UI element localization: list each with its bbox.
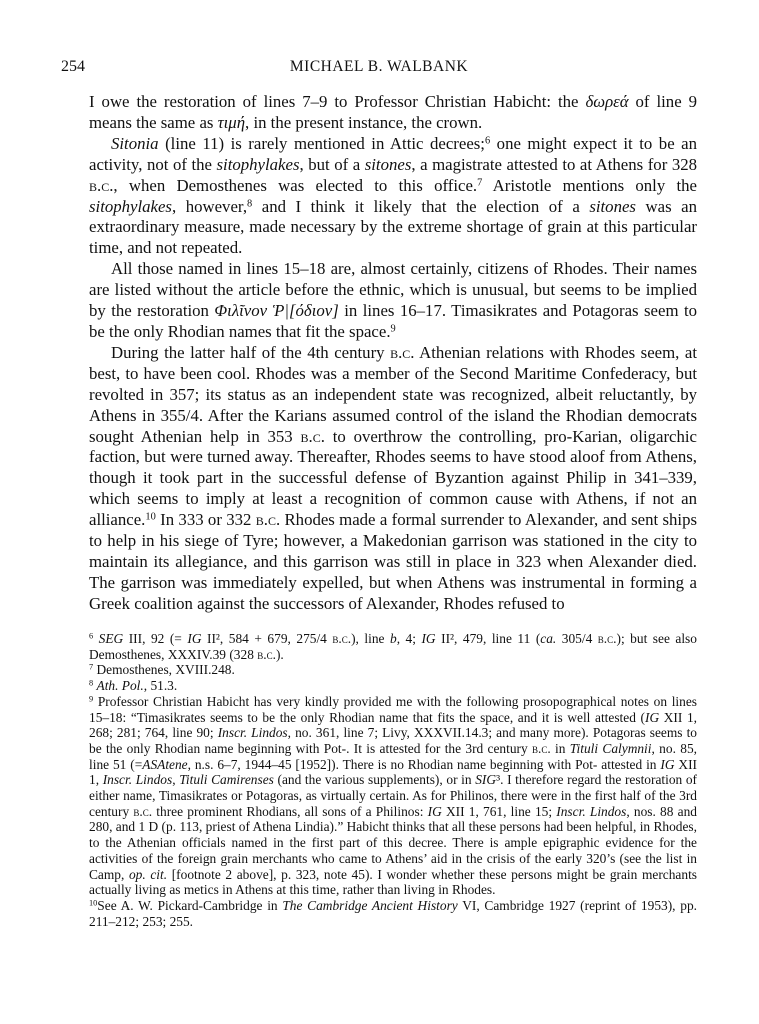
- italic-term: Sitonia: [111, 133, 159, 153]
- footnote-ref-7[interactable]: 7: [477, 176, 483, 188]
- paragraph-1: [89, 92, 697, 134]
- footnote-6: [89, 631, 697, 662]
- text: to overthrow the controlling, pro-Karian, oligarchic faction, but were turned away. Thereafter, Rhodes seems to have stood aloof from Athens, though it took part in the successful defense of Byzantion against Philip in 341–339, which seems to imply at least a recognition of common cause with Athens, if not an alliance.: [89, 426, 698, 530]
- italic-term: Tituli Camirenses: [179, 772, 274, 788]
- text: VI, Cambridge 1927 (reprint of 1953), pp. 211–212; 253; 255.: [89, 897, 697, 929]
- text: Aristotle mentions only the: [482, 175, 697, 195]
- era-abbrev: b.c.: [332, 631, 352, 646]
- text: three prominent Rhodians, all sons of a Philinos:: [152, 803, 428, 819]
- footnote-ref-8[interactable]: 8: [247, 197, 253, 209]
- text: In 333 or 332: [155, 510, 256, 530]
- italic-term: sitophylakes: [216, 154, 300, 174]
- text: I owe the restoration of lines 7–9 to Professor Christian Habicht: the: [89, 92, 586, 111]
- era-abbrev: b.c.: [532, 740, 551, 756]
- italic-term: SEG: [98, 631, 124, 646]
- era-abbrev: b.c.: [89, 175, 114, 195]
- text: Professor Christian Habicht has very kindly provided me with the following prosopographical notes on lines 15–18: “Timasikrates seems to be the only Rhodian name that fits the space, and it is well attested (: [89, 693, 697, 725]
- footnote-ref-6[interactable]: 6: [484, 135, 491, 147]
- footnote-ref-9[interactable]: 9: [390, 323, 396, 335]
- text: ); but see also Demosthenes, XXXIV.39 (328: [89, 631, 697, 662]
- text: All those named in lines 15–18 are, almost certainly, citizens of Rhodes. Their names are listed without the article before the ethnic, which is unusual, but seems to be implied by the restoration: [89, 259, 697, 321]
- greek-text: τιμή: [217, 112, 246, 132]
- footnote-number: 9: [89, 694, 94, 704]
- italic-term: IG: [644, 709, 660, 725]
- italic-term: ASAtene: [142, 756, 188, 772]
- text: (and the various supplements), or in: [273, 772, 476, 788]
- text: II², 584 + 679, 275/4: [201, 631, 333, 646]
- era-abbrev: b.c.: [300, 426, 325, 446]
- text: in lines 16–17. Timasikrates and Potagoras seem to be the only Rhodian names that fit the space.: [89, 301, 698, 341]
- italic-term: The Cambridge Ancient History: [282, 897, 458, 913]
- italic-term: Tituli Calymnii: [569, 740, 652, 756]
- text: II², 479, line 11 (: [435, 631, 541, 646]
- text: one might expect it to be an activity, not of the: [89, 133, 697, 174]
- italic-term: Ath. Pol.: [96, 678, 144, 694]
- text: , no. 85, line 51 (=: [89, 740, 697, 772]
- italic-term: Inscr. Lindos: [556, 803, 627, 819]
- text: , n.s. 6–7, 1944–45 [1952]). There is no Rhodian name beginning with Pot- attested in: [187, 756, 661, 772]
- text: Athenian relations with Rhodes seem, at best, to have been cool. Rhodes was a member of the Second Maritime Confederacy, but revolted in 357; its status as an independent state was recognized, albeit reluctantly, by Athens in 355/4. After the Karians assumed control of the island the Rhodian democrats sought Athenian help in 353: [89, 342, 697, 446]
- italic-term: Inscr. Lindos: [102, 772, 173, 788]
- footnote-number: 7: [89, 662, 94, 672]
- era-abbrev: b.c.: [255, 510, 281, 530]
- text: ).: [275, 646, 284, 662]
- text: , a magistrate attested to at Athens for 328: [411, 154, 697, 174]
- text: III, 92 (=: [123, 631, 188, 646]
- italic-term: IG: [427, 803, 442, 819]
- text: , no. 361, line 7; Livy, XXXVII.14.3; and many more). Potagoras seems to be the only Rhodian name beginning with Pot-. It is attested for the 3rd century: [89, 725, 697, 756]
- text: , when Demosthenes was elected to this office.: [113, 175, 478, 195]
- text: of line 9 means the same as: [89, 92, 697, 132]
- greek-text: Φιλῖνον Ῥ|[όδιον]: [214, 301, 339, 321]
- italic-term: sitones: [589, 196, 636, 216]
- era-abbrev: b.c.: [390, 342, 415, 362]
- text: ,: [172, 772, 180, 788]
- running-head: MICHAEL B. WALBANK: [289, 58, 469, 75]
- footnote-number: 8: [89, 678, 94, 688]
- footnote-7: [89, 662, 697, 678]
- italic-term: ca.: [540, 631, 557, 646]
- text: was an extraordinary measure, made necessary by the extreme shortage of grain at this particular time, and not repeated.: [89, 196, 697, 258]
- paragraph-3: [89, 259, 697, 343]
- footnote-number: 6: [89, 631, 94, 641]
- footnote-ref-10[interactable]: 10: [145, 511, 156, 523]
- text: (line 11) is rarely mentioned in Attic decrees;: [158, 133, 485, 153]
- footnote-9: [89, 694, 697, 898]
- footnote-number: 10: [89, 898, 98, 908]
- italic-term: sitophylakes: [89, 196, 172, 216]
- italic-term: IG: [187, 631, 202, 646]
- text: , in the present instance, the crown.: [245, 112, 483, 132]
- era-abbrev: b.c.: [597, 631, 617, 646]
- paragraph-4: [89, 343, 697, 615]
- text: [footnote 2 above], p. 323, note 45). I wonder whether these persons might be grain merchants actually living as metics in Athens at this time, rather than living in Rhodes.: [89, 866, 697, 898]
- text: XII 1, 761, line 15;: [441, 803, 557, 819]
- italic-term: SIG: [475, 772, 497, 788]
- text: See A. W. Pickard-Cambridge in: [97, 897, 283, 913]
- italic-term: IG: [421, 631, 436, 646]
- text: in: [550, 740, 570, 756]
- greek-text: δωρεά: [585, 92, 629, 111]
- text: , however,: [171, 196, 248, 216]
- text: XII 1, 268; 281; 764, line 90;: [89, 709, 697, 741]
- text: ³. I therefore regard the restoration of either name, Timasikrates or Potagoras, as virtually certain. As for Philinos, there were in the first half of the 3rd century: [89, 772, 698, 819]
- italic-term: sitones: [364, 154, 412, 174]
- era-abbrev: b.c.: [257, 646, 276, 662]
- italic-term: Inscr. Lindos: [217, 725, 288, 741]
- text: XII 1,: [89, 756, 697, 788]
- page-header: [61, 58, 697, 78]
- text: Demosthenes, XVIII.248.: [96, 662, 235, 678]
- main-text: [89, 92, 697, 615]
- text: 305/4: [556, 631, 598, 646]
- text: Rhodes made a formal surrender to Alexander, and sent ships to help in his siege of Tyre; however, a Makedonian garrison was stationed in the city to maintain its allegiance, and this garrison was still in place in 323 when Alexander died. The garrison was immediately expelled, but when Athens was instrumental in forming a Greek coalition against the successors of Alexander, Rhodes refused to: [89, 510, 698, 613]
- footnote-8: [89, 678, 697, 694]
- text: and I think it likely that the election of a: [252, 196, 590, 216]
- text: , nos. 88 and 280, and 1 D (p. 113, priest of Athena Lindia).” Habicht thinks that all these persons had been helpful, in Rhodes, to the Athenian officials named in the first part of this decree. There is ample epigraphic evidence for the activities of the foreign grain merchants who came to Athens’ aid in the crisis of the early 320’s (see the list in Camp,: [89, 803, 697, 882]
- italic-term: IG: [660, 756, 675, 772]
- footnotes: [89, 631, 697, 929]
- era-abbrev: b.c.: [133, 803, 153, 819]
- paragraph-2: [89, 134, 697, 259]
- text: During the latter half of the 4th century: [111, 342, 391, 362]
- italic-term: b: [389, 631, 397, 646]
- text: , 4;: [396, 631, 422, 646]
- text: , but of a: [299, 154, 365, 174]
- page-number: 254: [61, 58, 85, 75]
- footnote-10: [89, 898, 697, 929]
- italic-term: op. cit.: [128, 866, 168, 882]
- text: , 51.3.: [143, 678, 178, 694]
- text: ), line: [351, 631, 390, 646]
